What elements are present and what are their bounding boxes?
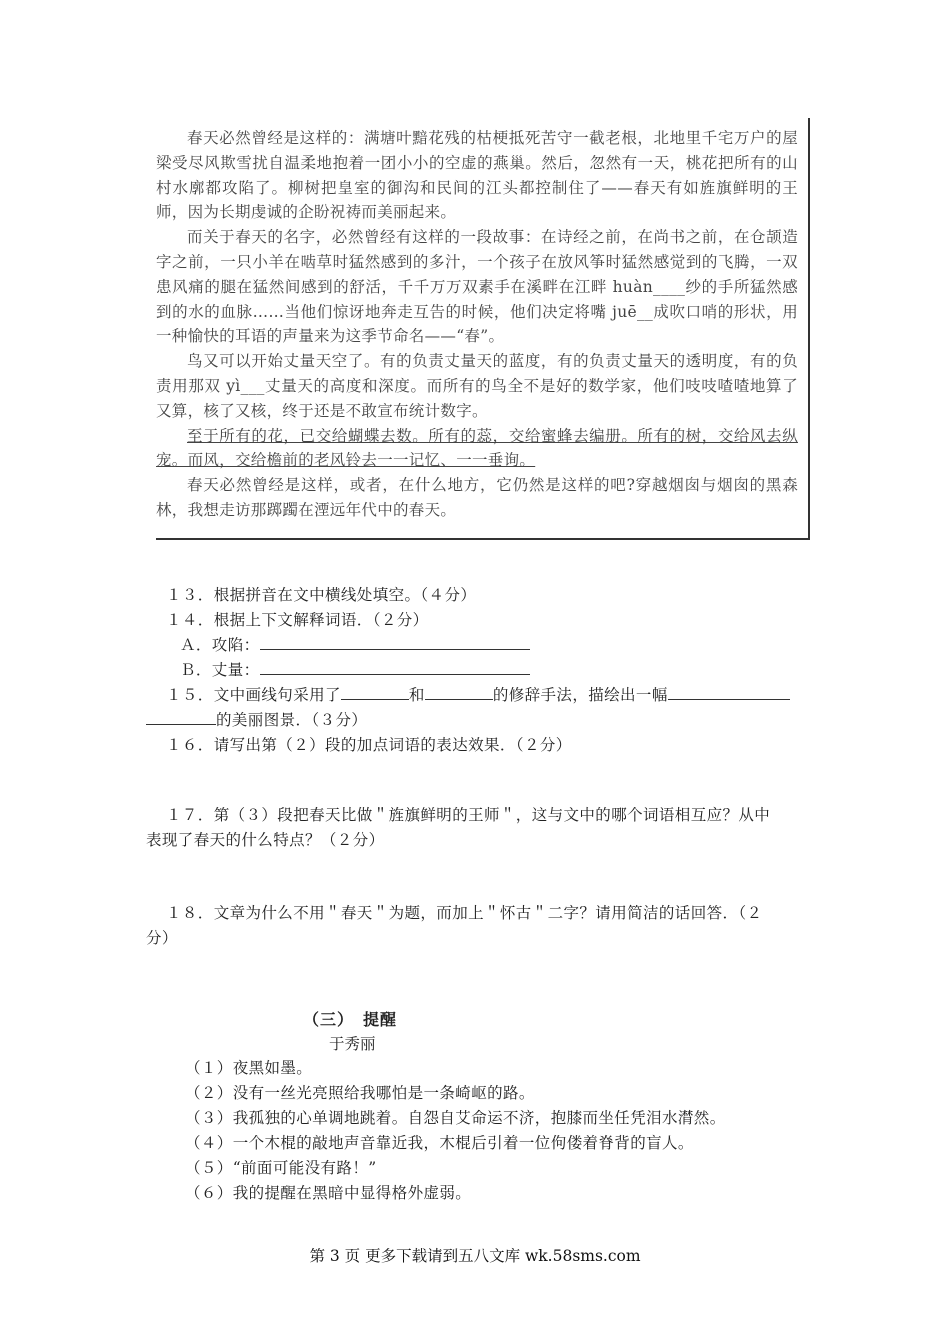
section-three-line-6: （６）我的提醒在黑暗中显得格外虚弱。 — [185, 1184, 472, 1202]
question-15-part-a: １５．文中画线句采用了 — [166, 686, 341, 704]
answer-blank-15b[interactable] — [425, 683, 493, 700]
answer-blank-15d[interactable] — [146, 708, 216, 725]
section-three-line-5: （５）“前面可能没有路！” — [185, 1159, 377, 1177]
question-15-part-d: 的美丽图景．（３分） — [216, 711, 368, 729]
section-three-line-1: （１）夜黑如墨。 — [185, 1059, 313, 1077]
passage-paragraph-3: 鸟又可以开始丈量天空了。有的负责丈量天的蓝度，有的负责丈量天的透明度，有的负责用那双 yì___丈量天的高度和深度。而所有的鸟全不是好的数学家，他们吱吱喳喳地算了又算，核了又核，终于还是不敢宣布统计数字。 — [156, 352, 798, 420]
question-14-a — [146, 633, 808, 658]
page-footer: 第 3 页 更多下载请到五八文库 wk.58sms.com — [309, 1247, 641, 1265]
question-list — [146, 583, 808, 951]
question-18-line-2: 分） — [146, 929, 178, 947]
passage-paragraph-5: 春天必然曾经是这样，或者，在什么地方，它仍然是这样的吧?穿越烟囱与烟囱的黑森林，我想走访那踯躅在湮远年代中的春天。 — [156, 476, 798, 519]
question-13: １３．根据拼音在文中横线处填空。（４分） — [166, 586, 477, 604]
question-14-b — [146, 658, 808, 683]
question-14: １４．根据上下文解释词语．（２分） — [166, 611, 429, 629]
question-17-line-1: １７．第（３）段把春天比做＂旌旗鲜明的王师＂，这与文中的哪个词语相互应？从中 — [166, 806, 771, 824]
question-15-part-b: 和 — [408, 686, 425, 704]
question-14-a-label: Ａ．攻陷： — [180, 636, 260, 654]
question-14-b-label: Ｂ．丈量： — [180, 661, 260, 679]
section-three-line-2: （２）没有一丝光亮照给我哪怕是一条崎岖的路。 — [185, 1084, 535, 1102]
question-15 — [146, 683, 808, 708]
underlined-sentence: 至于所有的花，已交给蝴蝶去数。所有的蕊，交给蜜蜂去编册。所有的树，交给风去纵宠。而风，交给檐前的老风铃去一一记忆、一一垂询。 — [156, 426, 798, 470]
passage-paragraph-1: 春天必然曾经是这样的：满塘叶黯花残的枯梗抵死苦守一截老根，北地里千宅万户的屋梁受尽风欺雪扰自温柔地抱着一团小小的空虚的燕巢。然后，忽然有一天，桃花把所有的山村水廓都攻陷了。柳树把皇室的御沟和民间的江头都控制住了——春天有如旌旗鲜明的王师，因为长期虔诚的企盼祝祷而美丽起来。 — [156, 129, 798, 222]
answer-space-17[interactable] — [146, 853, 808, 901]
question-16: １６．请写出第（２）段的加点词语的表达效果．（２分） — [166, 736, 572, 754]
answer-space-16[interactable] — [146, 758, 808, 803]
section-three-line-4: （４）一个木棍的敲地声音靠近我，木棍后引着一位佝偻着脊背的盲人。 — [185, 1134, 694, 1152]
section-three-title: （三） 提醒 — [303, 1010, 398, 1029]
section-three-line-3: （３）我孤独的心单调地跳着。自怨自艾命运不济，抱膝而坐任凭泪水潸然。 — [185, 1109, 726, 1127]
answer-blank-15c[interactable] — [668, 683, 790, 700]
section-three — [185, 1007, 805, 1206]
answer-blank-14a[interactable] — [260, 633, 530, 650]
question-15-continued — [146, 708, 808, 733]
answer-blank-15a[interactable] — [341, 683, 409, 700]
question-17-line-2: 表现了春天的什么特点？（２分） — [146, 831, 385, 849]
passage-paragraph-2: 而关于春天的名字，必然曾经有这样的一段故事：在诗经之前，在尚书之前，在仓颉造字之前，一只小羊在啮草时猛然感到的多汁，一个孩子在放风筝时猛然感觉到的飞腾，一双患风痛的腿在猛然间感到的舒活，千千万万双素手在溪畔在江畔 huàn____纱的手所猛然感到的水的血脉……当他们惊讶地奔走互告的时候，他们决定将嘴 juē__成吹口哨的形状，用一种愉快的耳语的声量来为这季节命名——“春”。 — [156, 228, 798, 346]
passage-paragraph-4 — [156, 424, 798, 474]
answer-blank-14b[interactable] — [260, 658, 530, 675]
section-three-author: 于秀丽 — [329, 1035, 376, 1053]
reading-passage — [156, 118, 810, 540]
question-18-line-1: １８．文章为什么不用＂春天＂为题，而加上＂怀古＂二字？请用简洁的话回答．（２ — [166, 904, 763, 922]
question-15-part-c: 的修辞手法，描绘出一幅 — [492, 686, 668, 704]
